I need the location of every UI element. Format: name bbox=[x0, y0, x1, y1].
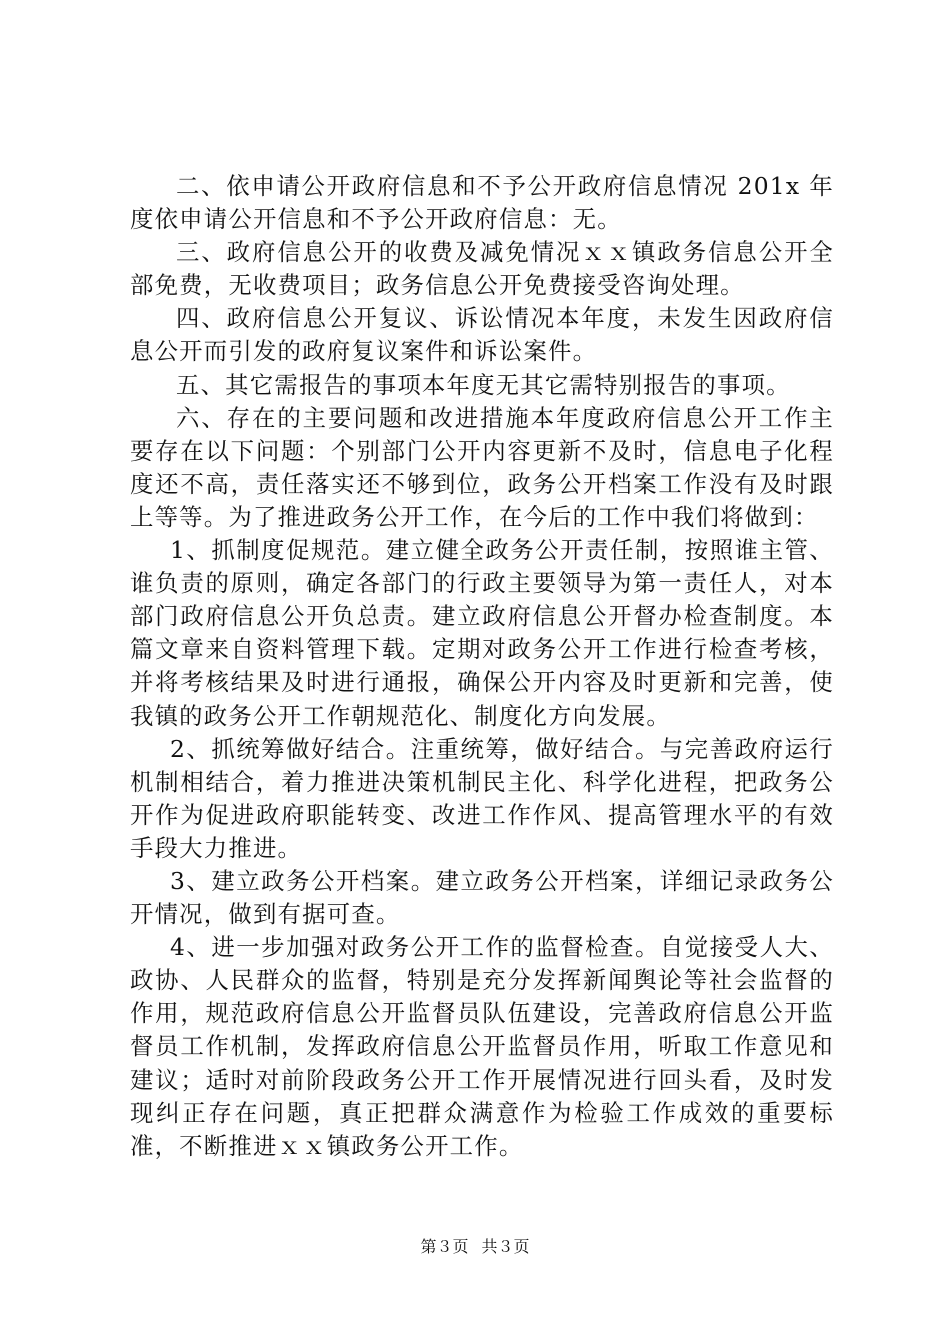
paragraph-measure-1: 1、抓制度促规范。建立健全政务公开责任制，按照谁主管、谁负责的原则，确定各部门的行政主要领导为第一责任人，对本部门政府信息公开负总责。建立政府信息公开督办检查制度。本篇文章来自资料管理下载。定期对政务公开工作进行检查考核，并将考核结果及时进行通报，确保公开内容及时更新和完善，使我镇的政务公开工作朝规范化、制度化方向发展。 bbox=[130, 536, 834, 730]
page-total: 共３页 bbox=[481, 1237, 530, 1256]
paragraph-measure-2: 2、抓统筹做好结合。注重统筹，做好结合。与完善政府运行机制相结合，着力推进决策机制民主化、科学化进程，把政务公开作为促进政府职能转变、改进工作作风、提高管理水平的有效手段大力推进。 bbox=[130, 734, 834, 862]
paragraph-measure-4: 4、进一步加强对政务公开工作的监督检查。自觉接受人大、政协、人民群众的监督，特别是充分发挥新闻舆论等社会监督的作用，规范政府信息公开监督员队伍建设，完善政府信息公开监督员工作机制，发挥政府信息公开监督员作用，听取工作意见和建议；适时对前阶段政务公开工作开展情况进行回头看，及时发现纠正存在问题，真正把群众满意作为检验工作成效的重要标准，不断推进ｘｘ镇政务公开工作。 bbox=[130, 933, 834, 1160]
paragraph-section-6: 六、存在的主要问题和改进措施本年度政府信息公开工作主要存在以下问题：个别部门公开内容更新不及时，信息电子化程度还不高，责任落实还不够到位，政务公开档案工作没有及时跟上等等。为了推进政务公开工作，在今后的工作中我们将做到： bbox=[130, 403, 834, 531]
paragraph-section-3: 三、政府信息公开的收费及减免情况ｘｘ镇政务信息公开全部免费，无收费项目；政务信息公开免费接受咨询处理。 bbox=[130, 238, 834, 300]
paragraph-section-2: 二、依申请公开政府信息和不予公开政府信息情况 201x 年度依申请公开信息和不予公开政府信息：无。 bbox=[130, 172, 834, 234]
page-number: 第３页 bbox=[420, 1237, 469, 1256]
paragraph-section-5: 五、其它需报告的事项本年度无其它需特别报告的事项。 bbox=[176, 370, 791, 399]
paragraph-section-4: 四、政府信息公开复议、诉讼情况本年度，未发生因政府信息公开而引发的政府复议案件和诉讼案件。 bbox=[130, 304, 834, 366]
paragraph-measure-3: 3、建立政务公开档案。建立政务公开档案，详细记录政务公开情况，做到有据可查。 bbox=[130, 866, 834, 929]
document-body bbox=[130, 170, 834, 1163]
page-footer bbox=[0, 1236, 950, 1258]
